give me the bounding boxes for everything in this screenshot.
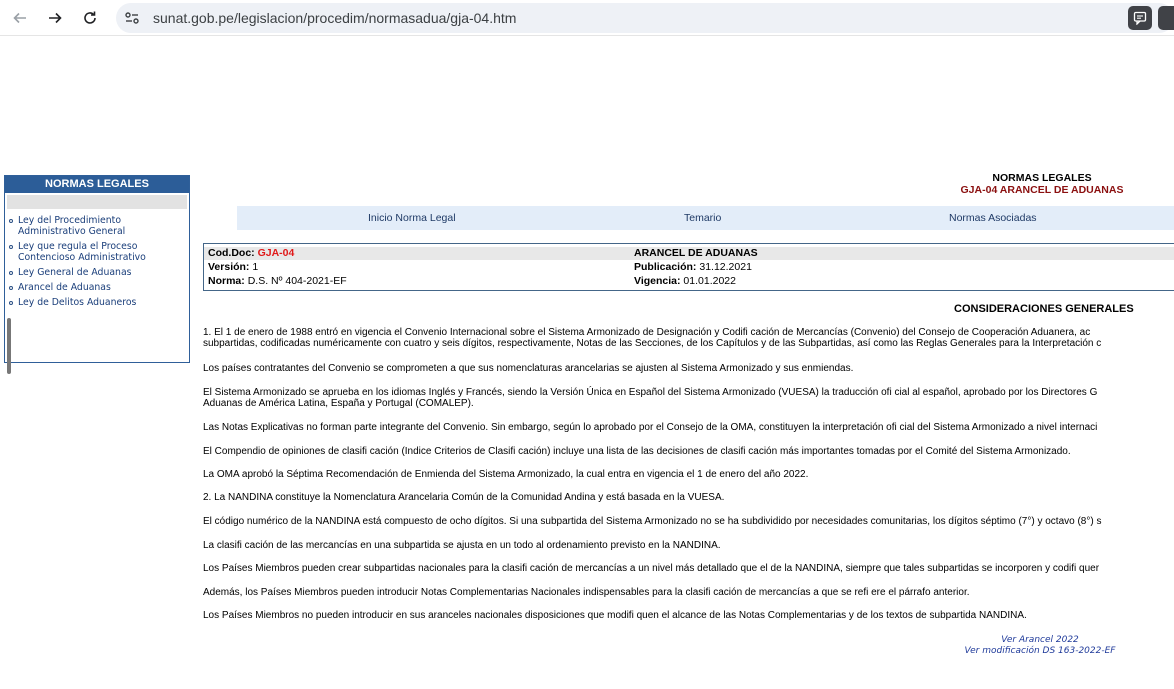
nav-normas-asociadas[interactable]: Normas Asociadas [949, 212, 1037, 224]
address-bar[interactable] [116, 3, 1174, 33]
doc-version [208, 261, 258, 274]
link-ver-arancel-2022[interactable]: Ver Arancel 2022 [1001, 635, 1079, 645]
link-ver-modificacion[interactable]: Ver modificación DS 163-2022-EF [964, 646, 1116, 656]
sidebar-item-ley-general-aduanas[interactable] [9, 267, 189, 278]
bullet-icon [9, 245, 13, 249]
doc-norma-label: Norma: [208, 275, 245, 287]
paragraph: Aduanas de América Latina, España y Portugal (COMALEP). [203, 398, 474, 409]
nav-temario[interactable]: Temario [684, 212, 722, 224]
doc-publicacion-label: Publicación: [634, 261, 697, 273]
doc-publicacion-value: 31.12.2021 [699, 261, 752, 273]
sidebar-subheader [7, 195, 187, 209]
paragraph: Los países contratantes del Convenio se comprometen a que sus nomenclaturas arancelarias se ajusten al Sistema Armonizado y sus enmiendas. [203, 363, 854, 374]
doc-name [634, 247, 758, 260]
doc-norma-value: D.S. Nº 404-2021-EF [247, 275, 347, 287]
bullet-icon [9, 219, 13, 223]
paragraph: subpartidas, codificadas numéricamente con cuatro y seis dígitos, respectivamente, Notas de las Secciones, de los Capítulos y de las Subpartidas, así como las Reglas Generales para la Interpretación c [203, 338, 1102, 349]
url-text[interactable]: sunat.gob.pe/legislacion/procedim/normasadua/gja-04.htm [153, 10, 517, 26]
paragraph: 1. El 1 de enero de 1988 entró en vigencia el Convenio Internacional sobre el Sistema Armonizado de Designación y Codifi cación de Mercancías (Convenio) del Consejo de Cooperación Aduanera, ac [203, 327, 1091, 338]
page-title-main: NORMAS LEGALES [992, 172, 1092, 184]
bullet-icon [9, 286, 13, 290]
reload-icon[interactable] [80, 8, 100, 28]
page-subtitle: GJA-04 ARANCEL DE ADUANAS [960, 184, 1124, 196]
doc-version-label: Versión: [208, 261, 250, 273]
bullet-icon [9, 271, 13, 275]
doc-vigencia-value: 01.01.2022 [683, 275, 736, 287]
sidebar-item-label[interactable]: Ley que regula el Proceso Contencioso Administrativo [18, 241, 146, 263]
paragraph: El Sistema Armonizado se aprueba en los idiomas Inglés y Francés, siendo la Versión Única en Español del Sistema Armonizado (VUESA) la traducción ofi cial al español, aprobado por los Directores G [203, 387, 1098, 398]
sidebar-item-arancel-aduanas[interactable] [9, 282, 189, 293]
doc-vigencia-label: Vigencia: [634, 275, 681, 287]
doc-publicacion [634, 261, 752, 274]
doc-norma [208, 275, 347, 288]
sidebar-item-label[interactable]: Ley de Delitos Aduaneros [18, 297, 137, 308]
paragraph: La OMA aprobó la Séptima Recomendación de Enmienda del Sistema Armonizado, la cual entra en vigencia el 1 de enero del año 2022. [203, 469, 809, 480]
sidebar-normas-legales [4, 175, 190, 363]
extension-icon[interactable] [1158, 6, 1174, 30]
scrollbar-thumb[interactable] [7, 318, 11, 374]
sidebar-item-proceso-contencioso[interactable] [9, 241, 189, 263]
nav-inicio-norma-legal[interactable]: Inicio Norma Legal [368, 212, 456, 224]
browser-toolbar [0, 0, 1174, 36]
paragraph: 2. La NANDINA constituye la Nomenclatura Arancelaria Común de la Comunidad Andina y está basada en la VUESA. [203, 492, 725, 503]
paragraph: La clasifi cación de las mercancías en una subpartida se ajusta en un todo al ordenamiento previsto en la NANDINA. [203, 540, 721, 551]
doc-vigencia [634, 275, 736, 288]
paragraph: Los Países Miembros pueden crear subpartidas nacionales para la clasifi cación de mercancías a un nivel más detallado que el de la NANDINA, siempre que tales subpartidas se incorporen y codifi quer [203, 563, 1100, 574]
doc-cod-label: Cod.Doc: [208, 247, 255, 259]
bullet-icon [9, 301, 13, 305]
norma-navbar [237, 206, 1174, 230]
site-info-icon[interactable] [124, 10, 140, 26]
paragraph: El Compendio de opiniones de clasifi cación (Indice Criterios de Clasifi cación) incluye una lista de las decisiones de clasifi cación más importantes tomadas por el Comité del Sistema Armonizado. [203, 446, 1071, 457]
doc-cod [208, 247, 294, 260]
sidebar-item-delitos-aduaneros[interactable] [9, 297, 189, 308]
chat-icon[interactable] [1128, 6, 1152, 30]
sidebar-list [5, 215, 189, 308]
sidebar-item-label[interactable]: Ley del Procedimiento Administrativo General [18, 215, 126, 237]
paragraph: Las Notas Explicativas no forman parte integrante del Convenio. Sin embargo, según lo aprobado por el Consejo de la OMA, constituyen la interpretación ofi cial del Sistema Armonizado a nivel internaci [203, 422, 1098, 433]
doc-name-value: ARANCEL DE ADUANAS [634, 247, 758, 259]
paragraph: El código numérico de la NANDINA está compuesto de ocho dígitos. Si una subpartida del Sistema Armonizado no se ha subdividido por necesidades comunitarias, los dígitos séptimo (7°) y octavo (8°) s [203, 516, 1102, 527]
section-title: CONSIDERACIONES GENERALES [954, 303, 1134, 315]
document-info-box [203, 243, 1174, 291]
back-icon[interactable] [10, 8, 30, 28]
forward-icon[interactable] [45, 8, 65, 28]
paragraph: Los Países Miembros no pueden introducir en sus aranceles nacionales disposiciones que modifi quen el alcance de las Notas Complementarias y de los textos de subpartida NANDINA. [203, 610, 1027, 621]
footer-links [940, 635, 1140, 657]
paragraph: Además, los Países Miembros pueden introducir Notas Complementarias Nacionales indispensables para la clasifi cación de mercancías a que se refi ere el párrafo anterior. [203, 587, 970, 598]
doc-cod-value: GJA-04 [257, 247, 295, 259]
page-title [920, 172, 1164, 196]
sidebar-item-label[interactable]: Arancel de Aduanas [18, 282, 111, 293]
sidebar-item-label[interactable]: Ley General de Aduanas [18, 267, 132, 278]
doc-version-value: 1 [252, 261, 259, 273]
sidebar-item-ley-procedimiento[interactable] [9, 215, 189, 237]
sidebar-title: NORMAS LEGALES [5, 176, 189, 193]
